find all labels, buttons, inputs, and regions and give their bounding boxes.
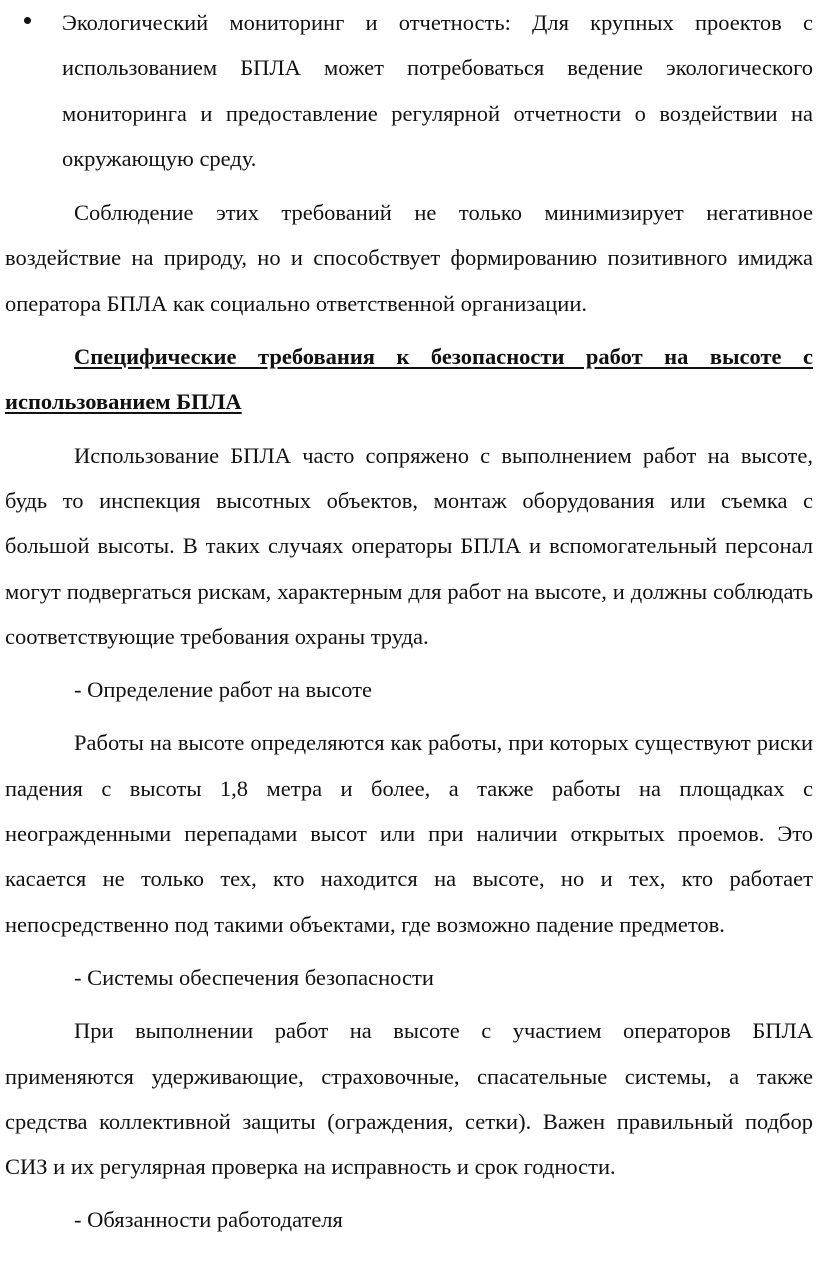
subheading-employer-duties: - Обязанности работодателя: [74, 1207, 343, 1233]
paragraph-heights-intro: Использование БПЛА часто сопряжено с выполнением работ на высоте, будь то инспекция высотных объектов, монтаж оборудования или съемка с большой высоты. В таких случаях операторы БПЛА и вспомогательный персонал могут подвергаться рискам, характерным для работ на высоте, и должны соблюдать соответствующие требования охраны труда.: [5, 442, 813, 649]
bullet-item-text: Экологический мониторинг и отчетность: Для крупных проектов с использованием БПЛА может потребоваться ведение экологического мониторинга и предоставление регулярной отчетности о воздействии на окружающую среду.: [62, 10, 813, 171]
paragraph-safety-systems: При выполнении работ на высоте с участием операторов БПЛА применяются удерживающие, страховочные, спасательные системы, а также средства коллективной защиты (ограждения, сетки). Важен правильный подбор СИЗ и их регулярная проверка на исправность и срок годности.: [5, 1018, 813, 1180]
section-heading: Специфические требования к безопасности работ на высоте с использованием БПЛА: [5, 344, 813, 415]
subheading-safety-systems: - Системы обеспечения безопасности: [74, 964, 434, 990]
subheading-definition: - Определение работ на высоте: [74, 677, 372, 703]
paragraph-conclusion: Соблюдение этих требований не только минимизирует негативное воздействие на природу, но и способствует формированию позитивного имиджа оператора БПЛА как социально ответственной организации.: [5, 200, 813, 316]
bullet-list-item: [5, 0, 813, 181]
document-page: [5, 0, 813, 1243]
bullet-dot-icon: [24, 17, 31, 24]
paragraph-definition: Работы на высоте определяются как работы, при которых существуют риски падения с высоты 1,8 метра и более, а также работы на площадках с неогражденными перепадами высот или при наличии открытых проемов. Это касается не только тех, кто находится на высоте, но и тех, кто работает непосредственно под такими объектами, где возможно падение предметов.: [5, 730, 813, 937]
